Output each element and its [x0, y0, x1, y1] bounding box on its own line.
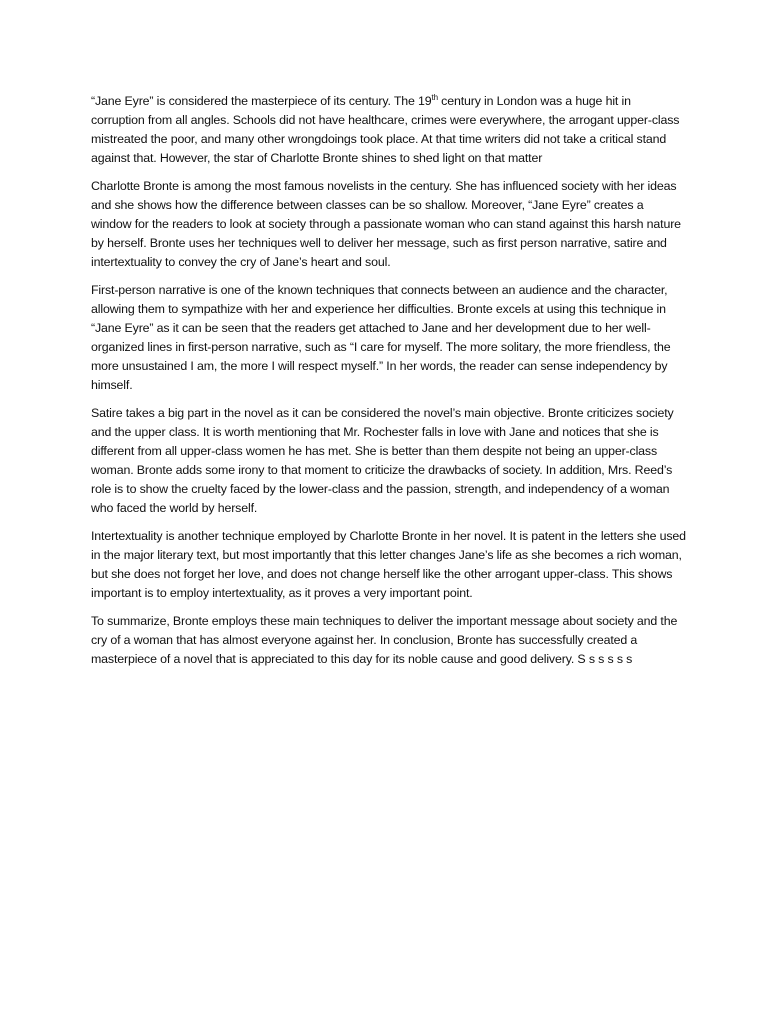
paragraph-intro [91, 92, 686, 168]
paragraph-intro-text-end: century in London was a huge hit in corruption from all angles. Schools did not have healthcare, crimes were everywhere, the arrogant upper-class mistreated the poor, and many other wrongdoings took place. At that time writers did not take a critical stand against that. However, the star of Charlotte Bronte shines to shed light on that matter [91, 94, 680, 165]
paragraph-intertextuality: Intertextuality is another technique employed by Charlotte Bronte in her novel. It is patent in the letters she used in the major literary text, but most importantly that this letter changes Jane’s life as she becomes a rich woman, but she does not forget her love, and does not change herself like the other arrogant upper-class. This shows important is to employ intertextuality, as it proves a very important point. [91, 529, 686, 600]
paragraph-author: Charlotte Bronte is among the most famous novelists in the century. She has influenced society with her ideas and she shows how the difference between classes can be so shallow. Moreover, “Jane Eyre” creates a window for the readers to look at society through a passionate woman who can stand against this harsh nature by herself. Bronte uses her techniques well to deliver her message, such as first person narrative, satire and intertextuality to convey the cry of Jane’s heart and soul. [91, 179, 681, 269]
ordinal-superscript: th [431, 93, 438, 102]
paragraph-intro-text-start: “Jane Eyre” is considered the masterpiece of its century. The 19 [91, 94, 432, 108]
paragraph-first-person-narrative: First-person narrative is one of the known techniques that connects between an audience and the character, allowing them to sympathize with her and experience her difficulties. Bronte excels at using this technique in “Jane Eyre” as it can be seen that the readers get attached to Jane and her development due to her well-organized lines in first-person narrative, such as “I care for myself. The more solitary, the more friendless, the more unsustained I am, the more I will respect myself.” In her words, the reader can sense independency by himself. [91, 283, 671, 392]
paragraph-satire: Satire takes a big part in the novel as it can be considered the novel’s main objective. Bronte criticizes society and the upper class. It is worth mentioning that Mr. Rochester falls in love with Jane and notices that she is different from all upper-class women he has met. She is better than them despite not being an upper-class woman. Bronte adds some irony to that moment to criticize the drawbacks of society. In addition, Mrs. Reed’s role is to show the cruelty faced by the lower-class and the passion, strength, and independency of a woman who faced the world by herself. [91, 406, 674, 515]
paragraph-conclusion: To summarize, Bronte employs these main techniques to deliver the important message about society and the cry of a woman that has almost everyone against her. In conclusion, Bronte has successfully created a masterpiece of a novel that is appreciated to this day for its noble cause and good delivery. S s s s s s [91, 614, 678, 666]
document-body [91, 92, 686, 678]
